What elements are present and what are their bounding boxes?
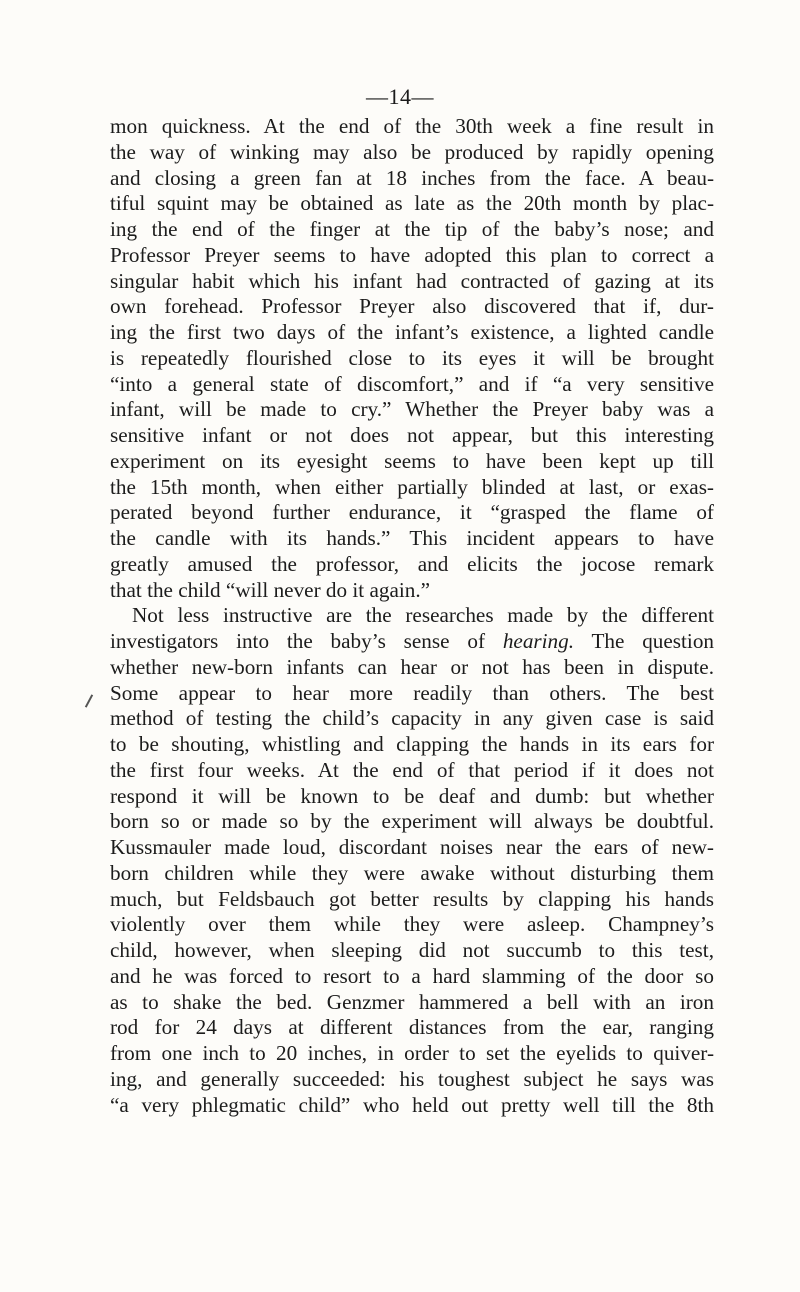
text-line: Kussmauler made loud, discordant noises near the ears of new- [110, 835, 714, 859]
text-line: from one inch to 20 inches, in order to set the eyelids to quiver- [110, 1041, 714, 1065]
text-line: own forehead. Professor Preyer also discovered that if, dur- [110, 294, 714, 319]
text-line: the 15th month, when either partially blinded at last, or exas- [110, 474, 714, 499]
emphasis-hearing: hearing. [502, 629, 575, 653]
text-line: the first four weeks. At the end of that period if it does not [110, 757, 714, 782]
text-line: singular habit which his infant had contracted of gazing at its [110, 268, 714, 293]
text-line: respond it will be known to be deaf and dumb: but whether [110, 783, 714, 808]
text-line: tiful squint may be obtained as late as the 20th month by plac- [110, 191, 714, 216]
text-line: child, however, when sleeping did not succumb to this test, [110, 938, 714, 962]
text-line: ing the first two days of the infant’s existence, a lighted candle [110, 320, 714, 344]
text-line: the candle with its hands.” This incident appears to have [110, 526, 714, 550]
text-segment: The question [574, 629, 714, 653]
page-number: —14— [366, 84, 434, 109]
text-line: to be shouting, whistling and clapping the hands in its ears for [110, 732, 714, 756]
text-line: born so or made so by the experiment will always be doubtful. [110, 809, 714, 834]
text-line: is repeatedly flourished close to its eyes it will be brought [110, 345, 714, 370]
text-line: sensitive infant or not does not appear, but this interesting [110, 423, 714, 447]
text-line: as to shake the bed. Genzmer hammered a bell with an iron [110, 989, 714, 1014]
text-line: Some appear to hear more readily than others. The best [110, 680, 714, 705]
body-text [110, 114, 714, 1118]
text-line: perated beyond further endurance, it “grasped the flame of [110, 500, 714, 525]
text-line: rod for 24 days at different distances from the ear, ranging [110, 1015, 714, 1040]
text-line: Not less instructive are the researches made by the different [132, 603, 714, 628]
text-line: Professor Preyer seems to have adopted this plan to correct a [110, 242, 714, 267]
text-line: that the child “will never do it again.” [110, 577, 431, 602]
text-line: infant, will be made to cry.” Whether the Preyer baby was a [110, 397, 714, 422]
text-segment: investigators into the baby’s sense of [110, 629, 486, 653]
text-line: “into a general state of discomfort,” and if “a very sensitive [110, 371, 714, 396]
text-line: experiment on its eyesight seems to have been kept up till [110, 448, 714, 473]
text-line: ing, and generally succeeded: his toughest subject he says was [110, 1066, 714, 1091]
text-line: method of testing the child’s capacity in any given case is said [110, 706, 714, 731]
text-line: “a very phlegmatic child” who held out pretty well till the 8th [110, 1092, 714, 1117]
text-line: greatly amused the professor, and elicits the jocose remark [110, 551, 714, 576]
text-line: the way of winking may also be produced by rapidly opening [110, 139, 714, 164]
text-line: and he was forced to resort to a hard slamming of the door so [110, 963, 714, 988]
text-line: whether new-born infants can hear or not has been in dispute. [110, 654, 714, 679]
text-line: and closing a green fan at 18 inches from the face. A beau- [110, 165, 714, 190]
text-line: ing the end of the finger at the tip of the baby’s nose; and [110, 217, 714, 241]
text-line: mon quickness. At the end of the 30th week a fine result in [110, 114, 714, 138]
text-line-hearing [110, 629, 714, 655]
text-line: violently over them while they were asleep. Champney’s [110, 912, 714, 937]
margin-pencil-mark [85, 694, 93, 707]
text-line: much, but Feldsbauch got better results by clapping his hands [110, 886, 714, 911]
text-line: born children while they were awake without disturbing them [110, 860, 714, 885]
